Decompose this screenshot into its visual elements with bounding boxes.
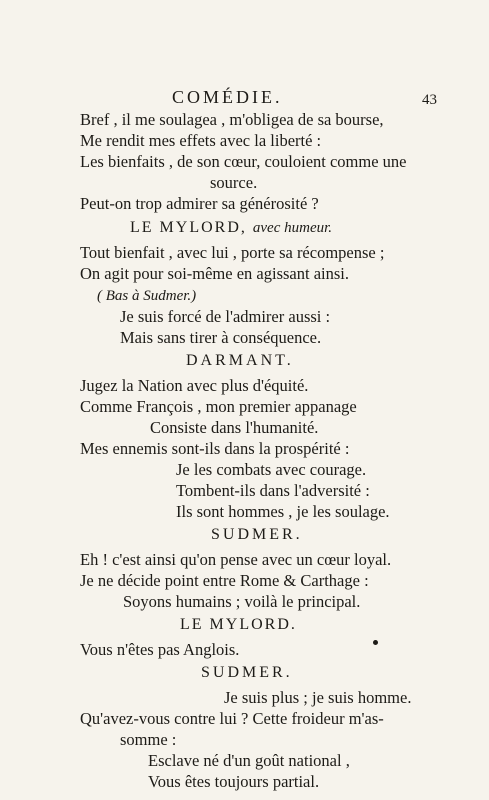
verse-line: Je ne décide point entre Rome & Carthage :: [80, 571, 369, 590]
verse-line: Esclave né d'un goût national ,: [148, 751, 350, 770]
verse-line: Soyons humains ; voilà le principal.: [123, 592, 361, 611]
stage-direction: ( Bas à Sudmer.): [97, 288, 197, 304]
verse-line: Comme François , mon premier appanage: [80, 397, 357, 416]
speaker-name: LE MYLORD.: [180, 616, 297, 633]
verse-line: Bref , il me soulagea , m'obligea de sa bourse,: [80, 110, 384, 129]
verse-line: Tombent-ils dans l'adversité :: [176, 481, 370, 500]
verse-line: somme :: [120, 730, 177, 749]
verse-line: Tout bienfait , avec lui , porte sa récompense ;: [80, 243, 385, 262]
speaker-label: LE MYLORD,: [130, 219, 247, 236]
verse-line: Consiste dans l'humanité.: [150, 418, 319, 437]
speaker-name: DARMANT.: [186, 352, 294, 369]
ink-spot: [373, 640, 378, 645]
verse-line: Les bienfaits , de son cœur, couloient comme une: [80, 152, 407, 171]
verse-line: source.: [210, 173, 258, 192]
verse-line: Je suis forcé de l'admirer aussi :: [120, 307, 331, 326]
verse-line: Peut-on trop admirer sa générosité ?: [80, 194, 319, 213]
verse-line: Je les combats avec courage.: [176, 460, 367, 479]
verse-line: Qu'avez-vous contre lui ? Cette froideur m'as-: [80, 709, 384, 728]
verse-line: Me rendit mes effets avec la liberté :: [80, 131, 322, 150]
verse-line: Eh ! c'est ainsi qu'on pense avec un cœur loyal.: [80, 550, 392, 569]
running-head: COMÉDIE.: [172, 87, 283, 107]
verse-line: Je suis plus ; je suis homme.: [224, 688, 412, 707]
verse-line: Mes ennemis sont-ils dans la prospérité :: [80, 439, 350, 458]
stage-direction: avec humeur.: [252, 220, 333, 236]
verse-line: On agit pour soi-même en agissant ainsi.: [80, 264, 349, 283]
speaker-name: SUDMER.: [201, 664, 293, 681]
page-number: 43: [422, 92, 437, 108]
verse-line: Jugez la Nation avec plus d'équité.: [80, 376, 309, 395]
verse-line: Mais sans tirer à conséquence.: [120, 328, 322, 347]
verse-line: Vous êtes toujours partial.: [148, 772, 320, 791]
speaker-name: SUDMER.: [211, 526, 303, 543]
verse-line: Vous n'êtes pas Anglois.: [80, 640, 240, 659]
verse-line: Ils sont hommes , je les soulage.: [176, 502, 390, 521]
speaker-name: [130, 218, 332, 238]
